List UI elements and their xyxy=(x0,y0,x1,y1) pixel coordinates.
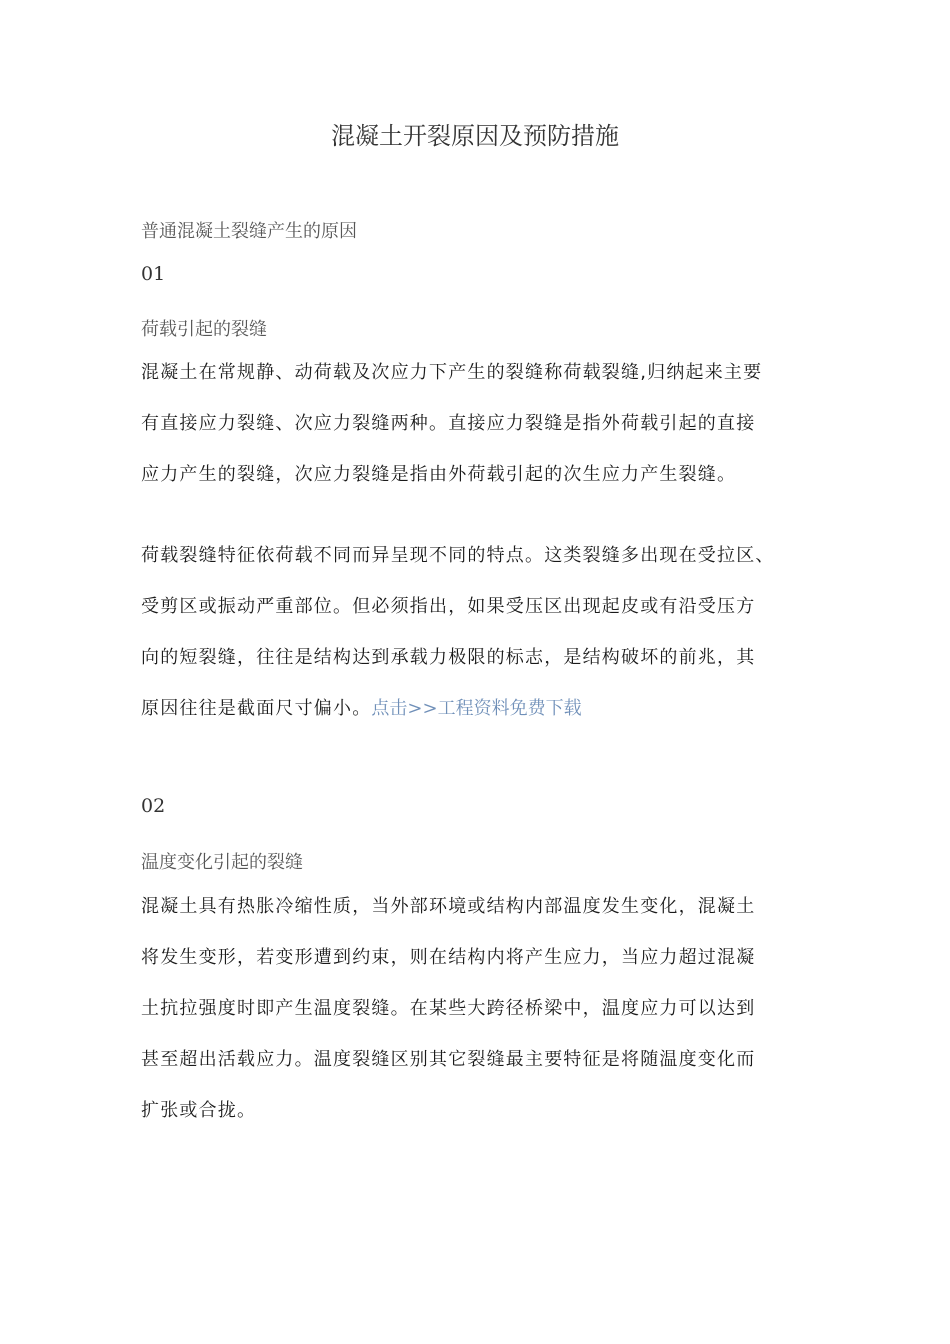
paragraph-line: 扩张或合拢。 xyxy=(141,1100,257,1121)
paragraph xyxy=(141,881,821,1136)
paragraph-line xyxy=(141,683,821,734)
section-heading: 温度变化引起的裂缝 xyxy=(141,852,303,873)
paragraph-line: 受剪区或振动严重部位。但必须指出，如果受压区出现起皮或有沿受压方 xyxy=(141,596,756,617)
paragraph-line: 甚至超出活载应力。温度裂缝区别其它裂缝最主要特征是将随温度变化而 xyxy=(141,1049,756,1070)
paragraph xyxy=(141,347,821,500)
paragraph-line: 向的短裂缝，往往是结构达到承载力极限的标志，是结构破坏的前兆，其 xyxy=(141,647,756,668)
page-title: 混凝土开裂原因及预防措施 xyxy=(331,122,619,150)
section-number: 01 xyxy=(141,263,166,285)
paragraph-line-text: 原因往往是截面尺寸偏小。 xyxy=(141,698,372,719)
paragraph-line: 混凝土在常规静、动荷载及次应力下产生的裂缝称荷载裂缝,归纳起来主要 xyxy=(141,362,763,383)
download-link[interactable]: 点击>>工程资料免费下载 xyxy=(371,698,582,719)
section-number: 02 xyxy=(141,795,166,817)
paragraph-line: 应力产生的裂缝，次应力裂缝是指由外荷载引起的次生应力产生裂缝。 xyxy=(141,464,737,485)
paragraph-line: 有直接应力裂缝、次应力裂缝两种。直接应力裂缝是指外荷载引起的直接 xyxy=(141,413,756,434)
section-heading: 荷载引起的裂缝 xyxy=(141,319,267,340)
paragraph-line: 土抗拉强度时即产生温度裂缝。在某些大跨径桥梁中，温度应力可以达到 xyxy=(141,998,756,1019)
paragraph-line: 将发生变形，若变形遭到约束，则在结构内将产生应力，当应力超过混凝 xyxy=(141,947,756,968)
paragraph-line: 荷载裂缝特征依荷载不同而异呈现不同的特点。这类裂缝多出现在受拉区、 xyxy=(141,545,775,566)
paragraph xyxy=(141,530,821,734)
paragraph-line: 混凝土具有热胀冷缩性质，当外部环境或结构内部温度发生变化，混凝土 xyxy=(141,896,756,917)
intro-heading: 普通混凝土裂缝产生的原因 xyxy=(141,221,357,242)
